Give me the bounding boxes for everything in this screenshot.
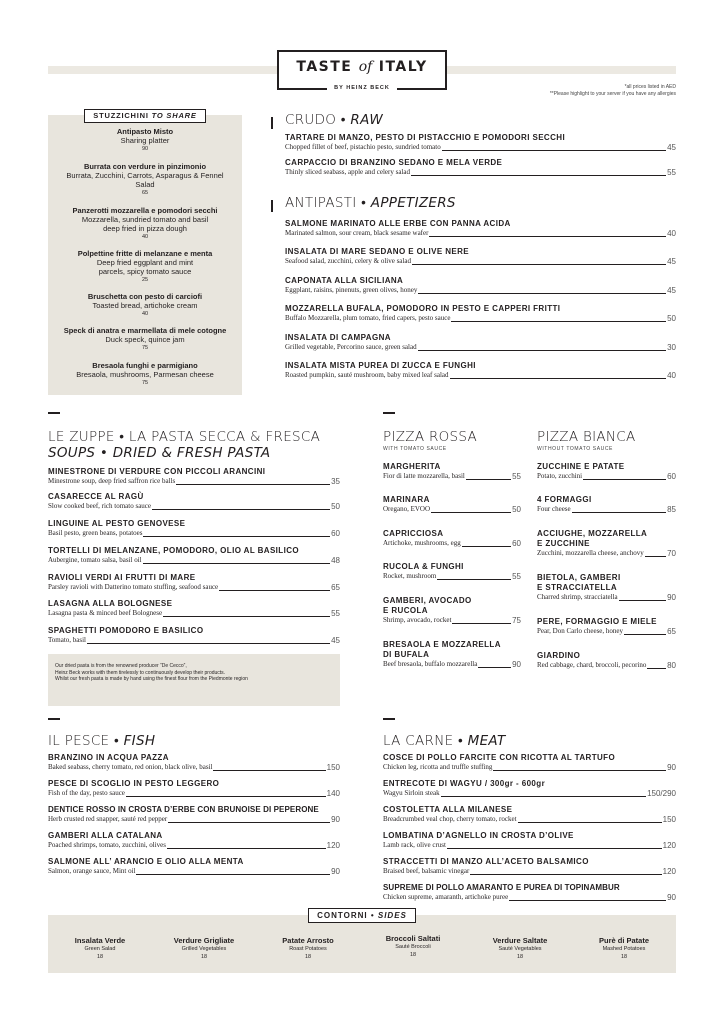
item-name: INSALATA DI CAMPAGNA xyxy=(285,333,391,342)
item-description: Slow cooked beef, rich tomato sauce xyxy=(48,502,152,510)
leader-line xyxy=(143,563,331,564)
item-description: Chopped fillet of beef, pistachio pesto, sundried tomato xyxy=(285,143,441,151)
item-price: 45 xyxy=(667,286,676,295)
item-description: Breadcrumbed veal chop, cherry tomato, rocket xyxy=(383,815,517,823)
item-name: STRACCETTI DI MANZO ALL’ACETO BALSAMICO xyxy=(383,857,589,866)
menu-item xyxy=(48,519,340,538)
leader-line xyxy=(619,600,666,601)
item-description: Red cabbage, chard, broccoli, pecorino xyxy=(537,661,647,669)
menu-item xyxy=(383,529,521,548)
item-price: 120 xyxy=(662,841,676,850)
leader-line xyxy=(412,264,666,265)
side-item xyxy=(256,936,360,961)
side-description: Green Salad xyxy=(84,946,116,952)
stuzzichini-panel xyxy=(48,111,242,395)
menu-item xyxy=(383,857,676,876)
item-price: 75 xyxy=(512,616,521,625)
menu-item xyxy=(48,467,340,486)
item-name: TORTELLI DI MELANZANE, POMODORO, OLIO AL BASILICO xyxy=(48,546,300,555)
pizza-rossa-subtitle: WITH TOMATO SAUCE xyxy=(383,446,447,452)
leader-line xyxy=(441,796,646,797)
item-price: 60 xyxy=(512,539,521,548)
item-price: 90 xyxy=(512,660,521,669)
menu-item xyxy=(383,596,521,625)
item-price: 35 xyxy=(331,477,340,486)
item-name: BRANZINO IN ACQUA PAZZA xyxy=(48,753,169,762)
pesce-title: IL PESCE • FISH xyxy=(48,733,156,749)
menu-item xyxy=(537,462,676,481)
side-item xyxy=(572,936,676,961)
side-description: Mashed Potatoes xyxy=(602,946,646,952)
item-name: Burrata con verdure in pinzimonio xyxy=(83,162,207,171)
item-description: Baked seabass, cherry tomato, red onion, black olive, basil xyxy=(48,763,213,771)
item-price: 65 xyxy=(667,627,676,636)
item-name: COSCE DI POLLO FARCITE CON RICOTTA AL TARTUFO xyxy=(383,753,616,762)
item-price: 55 xyxy=(512,472,521,481)
leader-line xyxy=(583,479,666,480)
item-name: INSALATA DI MARE SEDANO E OLIVE NERE xyxy=(285,247,470,256)
item-name: MINESTRONE DI VERDURE CON PICCOLI ARANCINI xyxy=(48,467,266,476)
menu-item xyxy=(537,529,676,558)
item-name: SPAGHETTI POMODORO E BASILICO xyxy=(48,626,204,635)
pasta-note-line: Whilst our fresh pasta is made by hand using the finest flour from the Piedmonte region xyxy=(55,676,248,682)
leader-line xyxy=(163,616,330,617)
item-price: 48 xyxy=(331,556,340,565)
section-dash xyxy=(48,412,60,414)
item-name: SALMONE ALL’ ARANCIO E OLIO ALLA MENTA xyxy=(48,857,244,866)
leader-line xyxy=(219,590,330,591)
menu-item xyxy=(48,857,340,876)
item-price: 40 xyxy=(667,371,676,380)
item-name-line2: E STRACCIATELLA xyxy=(537,583,618,592)
item-name: DENTICE ROSSO IN CROSTA D’ERBE CON BRUNOISE DI PEPERONE xyxy=(48,805,319,814)
item-description: Lasagna pasta & minced beef Bolognese xyxy=(48,609,163,617)
menu-item xyxy=(383,831,676,850)
leader-line xyxy=(136,874,330,875)
leader-line xyxy=(470,874,661,875)
menu-item xyxy=(383,462,521,481)
menu-item xyxy=(48,626,340,645)
item-name: PERE, FORMAGGIO E MIELE xyxy=(537,617,657,626)
currency-note: *all prices listed in AED xyxy=(624,84,676,90)
leader-line xyxy=(624,634,666,635)
item-name: GAMBERI ALLA CATALANA xyxy=(48,831,163,840)
leader-line xyxy=(442,150,666,151)
pizza-bianca-title: PIZZA BIANCA xyxy=(537,429,636,445)
stuzzichini-item xyxy=(48,249,242,284)
item-description: Basil pesto, green beans, potatoes xyxy=(48,529,143,537)
section-dash xyxy=(383,412,395,414)
pasta-note xyxy=(48,654,340,706)
item-name-line2: E RUCOLA xyxy=(383,606,428,615)
menu-item xyxy=(285,276,676,295)
item-price: 150 xyxy=(662,815,676,824)
item-name: Panzerotti mozzarella e pomodori secchi xyxy=(72,206,218,215)
menu-item xyxy=(48,779,340,798)
item-name: RUCOLA & FUNGHI xyxy=(383,562,464,571)
leader-line xyxy=(462,546,511,547)
item-name: SALMONE MARINATO ALLE ERBE CON PANNA ACIDA xyxy=(285,219,511,228)
stuzzichini-item xyxy=(48,127,242,153)
item-price: 90 xyxy=(331,867,340,876)
leader-line xyxy=(431,512,511,513)
leader-line xyxy=(429,236,666,237)
leader-line xyxy=(418,293,666,294)
menu-item xyxy=(48,492,340,511)
item-name: ENTRECOTE DI WAGYU / 300gr - 600gr xyxy=(383,779,546,788)
side-item xyxy=(468,936,572,961)
item-description: Chicken supreme, amaranth, artichoke puree xyxy=(383,893,509,901)
leader-line xyxy=(167,848,326,849)
item-name: 4 FORMAGGI xyxy=(537,495,592,504)
menu-item xyxy=(383,495,521,514)
menu-item xyxy=(285,247,676,266)
item-name: GAMBERI, AVOCADO xyxy=(383,596,472,605)
item-description: Marinated salmon, sour cream, black sesame wafer xyxy=(285,229,429,237)
item-description: Fior di latte mozzarella, basil xyxy=(383,472,465,480)
item-price: 45 xyxy=(331,636,340,645)
menu-item xyxy=(285,333,676,352)
leader-line xyxy=(645,556,666,557)
leader-line xyxy=(509,900,666,901)
item-price: 80 xyxy=(667,661,676,670)
item-price: 90 xyxy=(141,146,149,152)
item-price: 50 xyxy=(512,505,521,514)
stuzzichini-item xyxy=(48,162,242,197)
item-name-line2: E ZUCCHINE xyxy=(537,539,590,548)
menu-item xyxy=(48,546,340,565)
side-name: Patate Arrosto xyxy=(282,936,334,945)
side-price: 18 xyxy=(200,954,208,960)
item-price: 40 xyxy=(667,229,676,238)
item-name: Polpettine fritte di melanzane e menta xyxy=(77,249,213,258)
item-description: Chicken leg, ricotta and truffle stuffing xyxy=(383,763,493,771)
item-name: INSALATA MISTA PUREA DI ZUCCA E FUNGHI xyxy=(285,361,476,370)
item-price: 45 xyxy=(667,143,676,152)
menu-item xyxy=(48,831,340,850)
item-description: Sharing platter xyxy=(120,136,170,145)
item-price: 120 xyxy=(326,841,340,850)
item-name: LINGUINE AL PESTO GENOVESE xyxy=(48,519,186,528)
stuzzichini-item xyxy=(48,292,242,318)
item-name: CASARECCE AL RAGÙ xyxy=(48,492,144,501)
item-price: 55 xyxy=(667,168,676,177)
item-description: Herb crusted red snapper, sauté red pepper xyxy=(48,815,168,823)
item-name: Bresaola funghi e parmigiano xyxy=(92,361,198,370)
item-description: Braised beef, balsamic vinegar xyxy=(383,867,470,875)
item-description: Grilled vegetable, Percorino sauce, green salad xyxy=(285,343,417,351)
item-price: 55 xyxy=(331,609,340,618)
side-description: Grilled Vegetables xyxy=(181,946,227,952)
item-price: 40 xyxy=(141,234,149,240)
item-price: 60 xyxy=(331,529,340,538)
item-price: 90 xyxy=(331,815,340,824)
zuppe-subtitle: SOUPS • DRIED & FRESH PASTA xyxy=(48,445,271,461)
leader-line xyxy=(478,667,511,668)
item-price: 120 xyxy=(662,867,676,876)
item-description: Deep fried eggplant and mint parcels, spicy tomato sauce xyxy=(96,258,194,276)
item-price: 70 xyxy=(667,549,676,558)
stuzzichini-item xyxy=(48,206,242,241)
item-description: Burrata, Zucchini, Carrots, Asparagus & Fennel Salad xyxy=(66,171,224,189)
logo xyxy=(277,50,447,90)
leader-line xyxy=(451,321,666,322)
leader-line xyxy=(213,770,325,771)
leader-line xyxy=(518,822,662,823)
leader-line xyxy=(450,378,667,379)
item-price: 25 xyxy=(141,277,149,283)
antipasti-title: ANTIPASTI • APPETIZERS xyxy=(285,195,456,211)
menu-item xyxy=(48,599,340,618)
menu-item xyxy=(383,779,676,798)
item-price: 140 xyxy=(326,789,340,798)
item-price: 90 xyxy=(667,763,676,772)
leader-line xyxy=(572,512,666,513)
item-description: Fish of the day, pesto sauce xyxy=(48,789,125,797)
leader-line xyxy=(437,579,511,580)
menu-item xyxy=(383,753,676,772)
menu-item xyxy=(383,640,521,669)
menu-item xyxy=(537,617,676,636)
section-dash xyxy=(48,718,60,720)
stuzzichini-item xyxy=(48,361,242,387)
pizza-rossa-title: PIZZA ROSSA xyxy=(383,429,478,445)
item-price: 50 xyxy=(667,314,676,323)
item-description: Roasted pumpkin, sauté mushroom, baby mixed leaf salad xyxy=(285,371,449,379)
item-description: Pear, Don Carlo cheese, honey xyxy=(537,627,624,635)
side-item xyxy=(152,936,256,961)
item-name: COSTOLETTA ALLA MILANESE xyxy=(383,805,513,814)
stuzzichini-item xyxy=(48,326,242,352)
item-price: 75 xyxy=(141,345,149,351)
leader-line xyxy=(176,484,330,485)
leader-line xyxy=(452,623,511,624)
contorni-title: CONTORNI • SIDES xyxy=(308,908,416,923)
side-price: 18 xyxy=(96,954,104,960)
item-description: Parsley ravioli with Datterino tomato stuffing, seafood sauce xyxy=(48,583,219,591)
item-price: 90 xyxy=(667,893,676,902)
crudo-title: CRUDO • RAW xyxy=(285,112,384,128)
menu-item xyxy=(383,805,676,824)
leader-line xyxy=(87,643,330,644)
item-name: Speck di anatra e marmellata di mele cotogne xyxy=(63,326,227,335)
item-name: Bruschetta con pesto di carciofi xyxy=(87,292,203,301)
item-description: Mozzarella, sundried tomato and basil deep fried in pizza dough xyxy=(81,215,209,233)
item-description: Lamb rack, olive crust xyxy=(383,841,446,849)
leader-line xyxy=(418,350,667,351)
pizza-bianca-subtitle: WITHOUT TOMATO SAUCE xyxy=(537,446,613,452)
side-description: Sauté Broccoli xyxy=(395,944,431,950)
side-name: Verdure Grigliate xyxy=(173,936,235,945)
stuzzichini-title: STUZZICHINI TO SHARE xyxy=(84,109,206,123)
item-description: Salmon, orange sauce, Mint oil xyxy=(48,867,136,875)
item-name: MARGHERITA xyxy=(383,462,441,471)
item-name: ZUCCHINE E PATATE xyxy=(537,462,625,471)
logo-title: TASTE of ITALY xyxy=(296,59,428,75)
item-description: Four cheese xyxy=(537,505,571,513)
side-price: 18 xyxy=(304,954,312,960)
item-name: MOZZARELLA BUFALA, POMODORO IN PESTO E CAPPERI FRITTI xyxy=(285,304,561,313)
item-description: Aubergine, tomato salsa, basil oil xyxy=(48,556,142,564)
item-description: Potato, zucchini xyxy=(537,472,583,480)
leader-line xyxy=(493,770,666,771)
item-name: TARTARE DI MANZO, PESTO DI PISTACCHIO E POMODORI SECCHI xyxy=(285,133,566,142)
menu-item xyxy=(48,753,340,772)
item-price: 30 xyxy=(667,343,676,352)
leader-line xyxy=(152,509,330,510)
menu-item xyxy=(48,573,340,592)
menu-item xyxy=(48,805,340,824)
item-price: 85 xyxy=(667,505,676,514)
item-description: Charred shrimp, stracciatella xyxy=(537,593,618,601)
price-notes xyxy=(550,84,676,98)
side-price: 18 xyxy=(516,954,524,960)
side-item xyxy=(48,936,152,961)
leader-line xyxy=(168,822,330,823)
item-name: LOMBATINA D’AGNELLO IN CROSTA D’OLIVE xyxy=(383,831,574,840)
menu-item xyxy=(537,651,676,670)
item-name-line2: DI BUFALA xyxy=(383,650,430,659)
item-price: 55 xyxy=(512,572,521,581)
leader-line xyxy=(647,668,666,669)
side-price: 18 xyxy=(620,954,628,960)
item-price: 150 xyxy=(326,763,340,772)
item-price: 65 xyxy=(141,190,149,196)
item-description: Seafood salad, zucchini, celery & olive salad xyxy=(285,257,411,265)
side-name: Verdure Saltate xyxy=(492,936,548,945)
side-name: Broccoli Saltati xyxy=(385,934,441,943)
item-price: 75 xyxy=(141,380,149,386)
menu-item xyxy=(383,883,676,902)
section-dash xyxy=(383,718,395,720)
item-description: Thinly sliced seabass, apple and celery salad xyxy=(285,168,410,176)
item-name: CARPACCIO DI BRANZINO SEDANO E MELA VERDE xyxy=(285,158,503,167)
pasta-note-line: Our dried pasta is from the renowned producer “De Cecco”, xyxy=(55,663,187,669)
menu-item xyxy=(285,158,676,177)
menu-item xyxy=(537,495,676,514)
item-name: CAPRICCIOSA xyxy=(383,529,444,538)
item-name: Antipasto Misto xyxy=(116,127,174,136)
leader-line xyxy=(143,536,330,537)
menu-item xyxy=(285,219,676,238)
item-name: MARINARA xyxy=(383,495,430,504)
item-description: Zucchini, mozzarella cheese, anchovy xyxy=(537,549,644,557)
contorni-panel xyxy=(48,911,676,973)
item-name: GIARDINO xyxy=(537,651,581,660)
side-description: Roast Potatoes xyxy=(289,946,327,952)
leader-line xyxy=(411,175,666,176)
leader-line xyxy=(466,479,511,480)
item-price: 150/290 xyxy=(647,789,676,798)
item-price: 60 xyxy=(667,472,676,481)
item-description: Rocket, mushroom xyxy=(383,572,437,580)
allergy-note: **Please highlight to your server if you have any allergies xyxy=(549,91,676,97)
item-description: Artichoke, mushrooms, egg xyxy=(383,539,461,547)
menu-item xyxy=(285,133,676,152)
item-description: Oregano, EVOO xyxy=(383,505,431,513)
item-description: Poached shrimps, tomato, zucchini, olives xyxy=(48,841,167,849)
item-price: 90 xyxy=(667,593,676,602)
side-price: 18 xyxy=(409,952,417,958)
antipasti-title-bar xyxy=(271,200,273,212)
item-price: 40 xyxy=(141,311,149,317)
item-name: BIETOLA, GAMBERI xyxy=(537,573,621,582)
item-description: Toasted bread, artichoke cream xyxy=(92,301,198,310)
item-name: CAPONATA ALLA SICILIANA xyxy=(285,276,404,285)
side-name: Insalata Verde xyxy=(74,936,126,945)
menu-item xyxy=(537,573,676,602)
side-name: Purè di Patate xyxy=(598,936,650,945)
item-price: 45 xyxy=(667,257,676,266)
menu-item xyxy=(285,361,676,380)
item-price: 65 xyxy=(331,583,340,592)
item-price: 50 xyxy=(331,502,340,511)
zuppe-title: LE ZUPPE • LA PASTA SECCA & FRESCA xyxy=(48,429,321,445)
item-name: RAVIOLI VERDI AI FRUTTI DI MARE xyxy=(48,573,196,582)
side-description: Sauté Vegetables xyxy=(498,946,542,952)
item-name: PESCE DI SCOGLIO IN PESTO LEGGERO xyxy=(48,779,220,788)
item-name: ACCIUGHE, MOZZARELLA xyxy=(537,529,648,538)
item-description: Duck speck, quince jam xyxy=(105,335,185,344)
item-description: Wagyu Sirloin steak xyxy=(383,789,440,797)
menu-item xyxy=(383,562,521,581)
item-description: Minestrone soup, deep fried saffron rice balls xyxy=(48,477,176,485)
logo-subtitle: BY HEINZ BECK xyxy=(327,85,397,91)
item-description: Tomato, basil xyxy=(48,636,87,644)
item-name: BRESAOLA E MOZZARELLA xyxy=(383,640,501,649)
carne-title: LA CARNE • MEAT xyxy=(383,733,506,749)
item-name: SUPREME DI POLLO AMARANTO E PUREA DI TOPINAMBUR xyxy=(383,883,620,892)
item-name: LASAGNA ALLA BOLOGNESE xyxy=(48,599,173,608)
side-item xyxy=(361,934,465,959)
item-description: Buffalo Mozzarella, plum tomato, fried capers, pesto sauce xyxy=(285,314,451,322)
leader-line xyxy=(447,848,662,849)
item-description: Beef bresaola, buffalo mozzarella xyxy=(383,660,478,668)
item-description: Shrimp, avocado, rocket xyxy=(383,616,452,624)
menu-item xyxy=(285,304,676,323)
item-description: Bresaola, mushrooms, Parmesan cheese xyxy=(76,370,214,379)
item-description: Eggplant, raisins, pinenuts, green olives, honey xyxy=(285,286,418,294)
pasta-note-line: Heinz Beck works with them tirelessly to continuously develop their products. xyxy=(55,669,226,676)
crudo-title-bar xyxy=(271,117,273,129)
leader-line xyxy=(126,796,326,797)
